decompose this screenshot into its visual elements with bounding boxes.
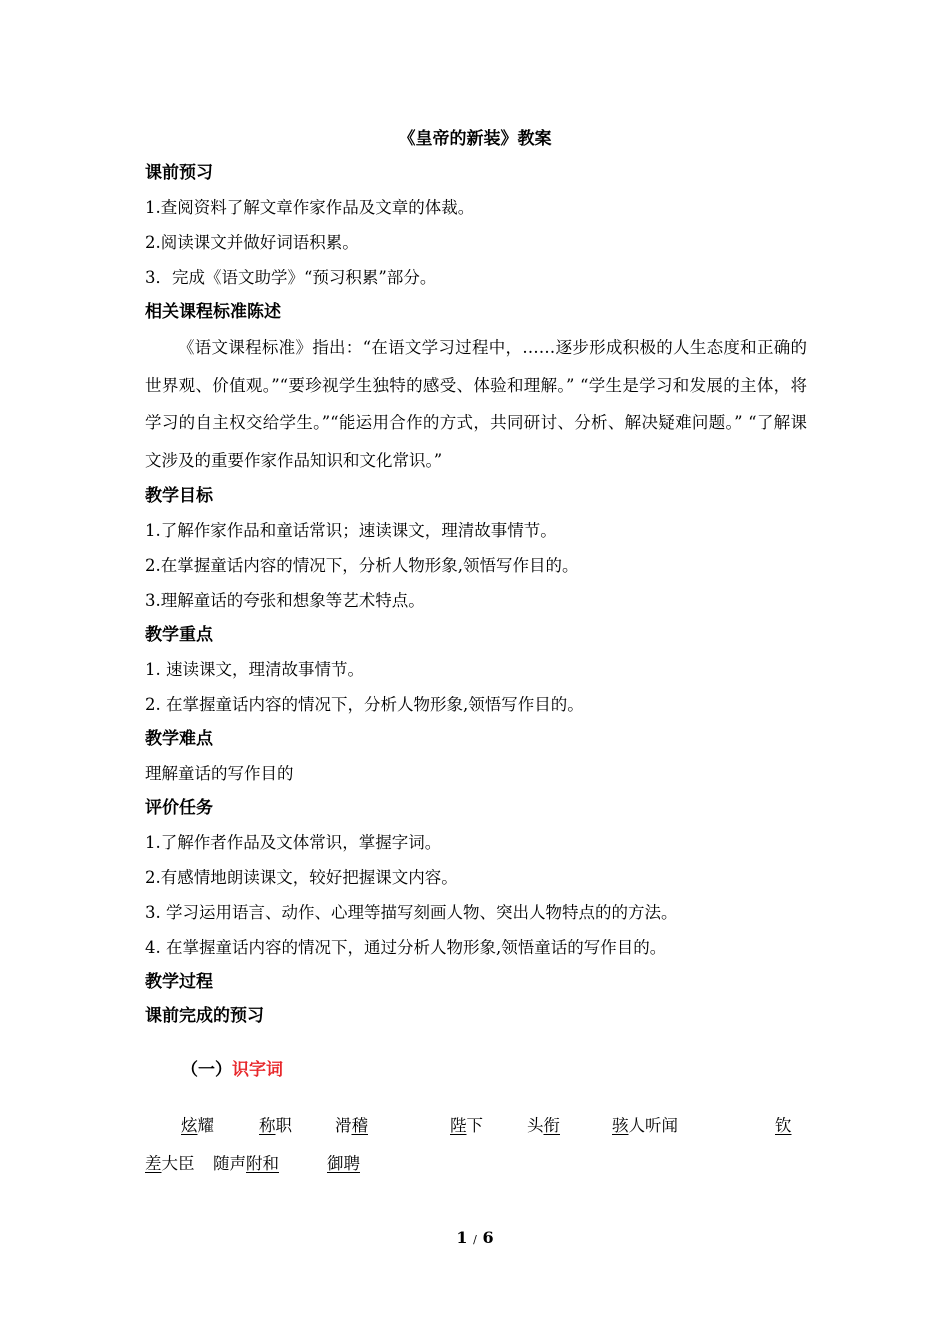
heading-goals: 教学目标: [145, 486, 213, 506]
list-item: 2. 在掌握童话内容的情况下，分析人物形象,领悟写作目的。: [145, 695, 584, 714]
document-title: 《皇帝的新装》教案: [398, 129, 552, 149]
heading-standard: 相关课程标准陈述: [145, 302, 281, 322]
heading-evaluation: 评价任务: [145, 798, 213, 818]
vocab-line-1: [145, 1107, 807, 1145]
list-item: 1.了解作者作品及文体常识，掌握字词。: [145, 833, 442, 852]
heading-process: 教学过程: [145, 972, 213, 992]
subheading-pre-class: 课前完成的预习: [145, 1006, 264, 1026]
page-total: 6: [482, 1228, 494, 1247]
difficulty-text: 理解童话的写作目的: [145, 764, 294, 783]
page-separator: /: [473, 1233, 477, 1246]
page-number: [0, 1228, 950, 1247]
list-item: 1. 速读课文，理清故事情节。: [145, 660, 364, 679]
vocab-word: 钦: [775, 1116, 792, 1135]
vocab-word: 陛下: [450, 1116, 483, 1135]
list-item: 2.在掌握童话内容的情况下，分析人物形象,领悟写作目的。: [145, 556, 579, 575]
vocab-word: 头衔: [527, 1116, 560, 1135]
document-body: [145, 156, 807, 1183]
list-item: 3．完成《语文助学》“预习积累”部分。: [145, 268, 437, 287]
page-current: 1: [456, 1228, 468, 1247]
vocab-word: 差大臣: [145, 1154, 195, 1173]
vocab-prefix: （一）: [181, 1060, 232, 1080]
list-item: 1.查阅资料了解文章作家作品及文章的体裁。: [145, 198, 475, 217]
vocab-word: 骇人听闻: [612, 1116, 678, 1135]
list-item: 2.有感情地朗读课文，较好把握课文内容。: [145, 868, 458, 887]
list-item: 3. 学习运用语言、动作、心理等描写刻画人物、突出人物特点的的方法。: [145, 903, 678, 922]
standard-paragraph: 《语文课程标准》指出：“在语文学习过程中，……逐步形成积极的人生态度和正确的世界观、价值观。”“要珍视学生独特的感受、体验和理解。” “学生是学习和发展的主体，将学习的自主权交给学生。”“能运用合作的方式，共同研讨、分析、解决疑难问题。” “了解课文涉及的重要作家作品知识和文化常识。”: [145, 338, 807, 470]
vocab-word: 炫耀: [181, 1116, 214, 1135]
vocab-label: 识字词: [232, 1060, 283, 1080]
list-item: 1.了解作家作品和童话常识；速读课文，理清故事情节。: [145, 521, 557, 540]
vocab-word: 滑稽: [335, 1116, 368, 1135]
vocab-word: 御聘: [327, 1154, 360, 1173]
vocab-words: [145, 1107, 807, 1183]
vocab-word: 称职: [259, 1116, 292, 1135]
heading-key-points: 教学重点: [145, 625, 213, 645]
list-item: 2.阅读课文并做好词语积累。: [145, 233, 359, 252]
list-item: 3.理解童话的夸张和想象等艺术特点。: [145, 591, 425, 610]
vocab-word: 随声附和: [213, 1154, 279, 1173]
vocab-heading: [145, 1053, 807, 1087]
list-item: 4. 在掌握童话内容的情况下，通过分析人物形象,领悟童话的写作目的。: [145, 938, 667, 957]
heading-preview: 课前预习: [145, 163, 213, 183]
heading-difficulty: 教学难点: [145, 729, 213, 749]
vocab-line-2: [145, 1145, 807, 1183]
